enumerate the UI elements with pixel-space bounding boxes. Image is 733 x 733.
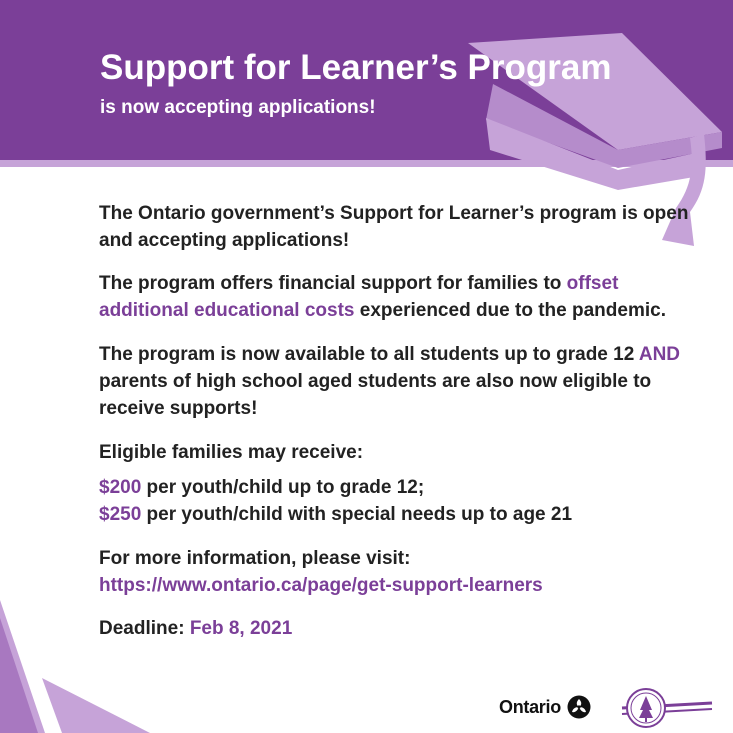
ontario-logo (499, 694, 591, 720)
paragraph-text: experienced due to the pandemic. (354, 300, 666, 321)
page-title: Support for Learner’s Program (100, 48, 612, 87)
paragraph-text: The program offers financial support for families to (99, 273, 567, 294)
first-nation-seal-icon (618, 686, 714, 730)
amount-line (99, 501, 699, 528)
amount-text: per youth/child up to grade 12; (141, 477, 425, 498)
amount-text: per youth/child with special needs up to age 21 (141, 504, 573, 525)
amount-value: $250 (99, 504, 142, 525)
content (99, 200, 699, 642)
financial-support-paragraph (99, 270, 699, 324)
info-label: For more information, please visit: (99, 548, 411, 569)
paragraph-text: parents of high school aged students are also now eligible to receive supports! (99, 371, 652, 419)
deadline-date: Feb 8, 2021 (189, 618, 293, 639)
intro-paragraph: The Ontario government’s Support for Learner’s program is open and accepting applications! (99, 203, 689, 251)
decorative-triangles (0, 590, 160, 733)
highlight-text: AND (638, 344, 681, 365)
info-link[interactable]: https://www.ontario.ca/page/get-support-learners (99, 575, 543, 596)
deadline-label: Deadline: (99, 618, 190, 639)
eligible-heading: Eligible families may receive: (99, 442, 364, 463)
ontario-wordmark: Ontario (499, 696, 561, 717)
deadline-line (99, 615, 699, 642)
amount-value: $200 (99, 477, 142, 498)
paragraph-text: The program is now available to all students up to grade 12 (99, 344, 639, 365)
eligibility-paragraph (99, 341, 699, 422)
page-subtitle: is now accepting applications! (100, 97, 376, 118)
trillium-icon (567, 695, 591, 719)
amount-line (99, 474, 699, 501)
highlight-text: offset additional educational costs (99, 273, 619, 321)
